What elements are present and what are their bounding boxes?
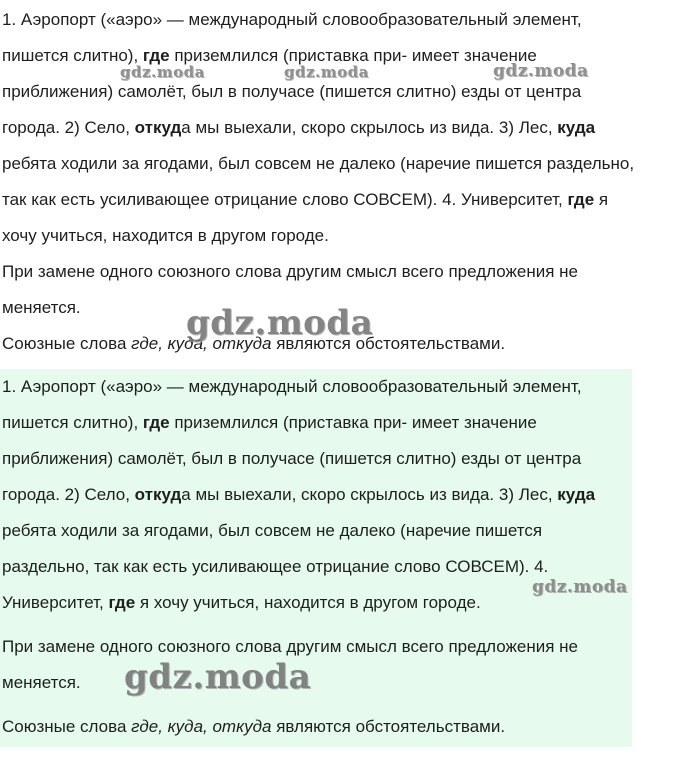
- replacement-note: При замене одного союзного слова другим смысл всего предложения не меняется.: [2, 262, 578, 317]
- text-span: я хочу учиться, находится в другом городе.: [2, 190, 609, 245]
- watermark: gdz.moda: [493, 61, 589, 81]
- conclusion-paragraph: [2, 709, 630, 745]
- bold-word: куда: [557, 485, 596, 504]
- text-span: являются обстоятельствами.: [271, 717, 506, 736]
- text-span: а мы выехали, скоро скрылось из вида. 3) Лес,: [181, 118, 558, 137]
- replacement-note: При замене одного союзного слова другим смысл всего предложения не меняется.: [2, 637, 578, 692]
- text-span: приземлился (приставка при- имеет значение приближения) самолёт, был в получасе (пишется слитно) езды от центра города. 2) Село,: [2, 46, 582, 137]
- answer-paragraph: [2, 0, 642, 254]
- text-span: являются обстоятельствами.: [271, 334, 506, 353]
- text-span: 1. Аэропорт («аэро» — международный словообразовательный элемент, пишется слитно),: [2, 10, 582, 65]
- text-span: ребята ходили за ягодами, был совсем не далеко (наречие пишется раздельно, так как есть усиливающее отрицание слово СОВСЕМ). 4. Университет,: [2, 154, 635, 209]
- watermark: gdz.moda: [186, 303, 374, 343]
- bold-word: где: [567, 190, 595, 209]
- bold-word: откуд: [134, 485, 182, 504]
- italic-words: где, куда, откуда: [131, 717, 272, 736]
- text-span: а мы выехали, скоро скрылось из вида. 3) Лес,: [181, 485, 558, 504]
- bold-word: где: [142, 46, 170, 65]
- text-span: Союзные слова: [2, 717, 132, 736]
- text-span: приземлился (приставка при- имеет значение приближения) самолёт, был в получасе (пишется слитно) езды от центра города. 2) Село,: [2, 413, 582, 504]
- highlighted-text-block: [0, 369, 632, 747]
- watermark: gdz.moda: [532, 577, 628, 597]
- text-span: я хочу учиться, находится в другом городе.: [135, 593, 481, 612]
- text-span: 1. Аэропорт («аэро» — международный словообразовательный элемент, пишется слитно),: [2, 377, 582, 432]
- watermark: gdz.moda: [120, 63, 205, 81]
- bold-word: откуд: [134, 118, 182, 137]
- text-span: Союзные слова: [2, 334, 132, 353]
- bold-word: где: [108, 593, 136, 612]
- watermark: gdz.moda: [124, 657, 312, 697]
- bold-word: где: [142, 413, 170, 432]
- watermark: gdz.moda: [284, 63, 369, 81]
- text-span: ребята ходили за ягодами, был совсем не далеко (наречие пишется раздельно, так как есть усиливающее отрицание слово СОВСЕМ). 4. Университет,: [2, 521, 549, 612]
- bold-word: куда: [557, 118, 596, 137]
- italic-words: где, куда, откуда: [131, 334, 272, 353]
